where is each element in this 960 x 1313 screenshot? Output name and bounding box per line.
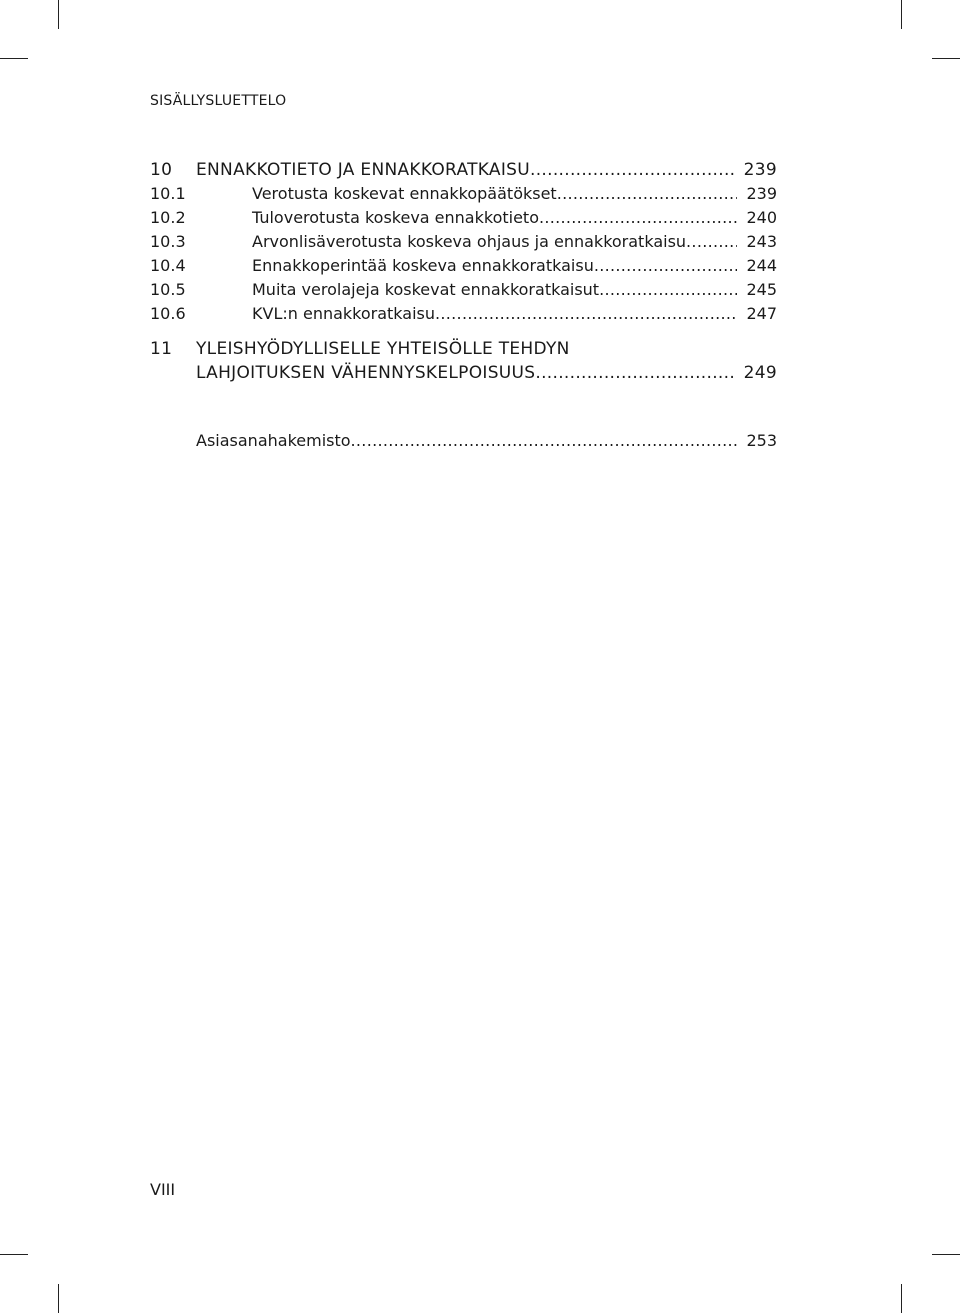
- toc-entry-page: 239: [743, 160, 777, 180]
- toc-entry-10-3[interactable]: [150, 230, 777, 254]
- toc-entry-title: ENNAKKOTIETO JA ENNAKKORATKAISU: [196, 160, 531, 180]
- toc-entry-title: Muita verolajeja koskevat ennakkoratkaisut: [252, 280, 600, 299]
- toc-entry-number: 10.6: [150, 304, 186, 323]
- toc-entry-10-5[interactable]: [150, 278, 777, 302]
- dot-leader: [599, 278, 737, 302]
- toc-entry-10-6[interactable]: [150, 302, 777, 326]
- crop-mark-right-bottom: [932, 1254, 960, 1255]
- toc-entry-page: 245: [746, 280, 777, 299]
- dot-leader: [530, 158, 735, 182]
- toc-entry-chapter-11-line2[interactable]: [150, 361, 777, 385]
- toc-entry-title-line1: YLEISHYÖDYLLISELLE YHTEISÖLLE TEHDYN: [196, 339, 570, 359]
- dot-leader: [557, 182, 738, 206]
- running-head: SISÄLLYSLUETTELO: [150, 93, 287, 109]
- toc-entry-number: 10.1: [150, 184, 186, 203]
- dot-leader: [539, 206, 737, 230]
- toc-entry-chapter-10[interactable]: [150, 158, 777, 182]
- toc-entry-title: Ennakkoperintää koskeva ennakkoratkaisu: [252, 256, 594, 275]
- dot-leader: [686, 230, 737, 254]
- toc-entry-page: 253: [746, 431, 777, 450]
- toc-entry-page: 247: [746, 304, 777, 323]
- toc-entry-title: Verotusta koskevat ennakkopäätökset: [252, 184, 557, 203]
- toc-entry-title: Asiasanahakemisto: [196, 431, 351, 450]
- toc-entry-10-1[interactable]: [150, 182, 777, 206]
- toc-entry-index[interactable]: [150, 429, 777, 453]
- table-of-contents: [150, 158, 777, 453]
- dot-leader: [435, 302, 737, 326]
- toc-entry-number: 10.3: [150, 232, 186, 251]
- toc-entry-page: 244: [746, 256, 777, 275]
- toc-entry-page: 240: [746, 208, 777, 227]
- crop-mark-right-top: [932, 58, 960, 59]
- crop-mark-bottom-right: [901, 1284, 902, 1313]
- toc-entry-10-4[interactable]: [150, 254, 777, 278]
- toc-entry-page: 249: [743, 363, 777, 383]
- crop-mark-top-right: [901, 0, 902, 29]
- toc-entry-number: 10.5: [150, 280, 186, 299]
- dot-leader: [535, 361, 734, 385]
- toc-entry-title: Arvonlisäverotusta koskeva ohjaus ja ennakkoratkaisu: [252, 232, 687, 251]
- crop-mark-left-top: [0, 58, 28, 59]
- toc-entry-title: Tuloverotusta koskeva ennakkotieto: [252, 208, 539, 227]
- dot-leader: [594, 254, 738, 278]
- toc-entry-page: 243: [746, 232, 777, 251]
- crop-mark-left-bottom: [0, 1254, 28, 1255]
- toc-entry-page: 239: [746, 184, 777, 203]
- toc-entry-number: 10.4: [150, 256, 186, 275]
- toc-entry-chapter-11-line1[interactable]: [150, 337, 777, 361]
- crop-mark-top-left: [58, 0, 59, 29]
- toc-entry-title-line2: LAHJOITUKSEN VÄHENNYSKELPOISUUS: [196, 363, 536, 383]
- toc-entry-10-2[interactable]: [150, 206, 777, 230]
- crop-mark-bottom-left: [58, 1284, 59, 1313]
- toc-entry-title: KVL:n ennakkoratkaisu: [252, 304, 436, 323]
- toc-entry-number: 10.2: [150, 208, 186, 227]
- toc-entry-number: 11: [150, 339, 173, 359]
- toc-entry-number: 10: [150, 160, 173, 180]
- dot-leader: [351, 429, 738, 453]
- page-folio: VIII: [150, 1180, 176, 1199]
